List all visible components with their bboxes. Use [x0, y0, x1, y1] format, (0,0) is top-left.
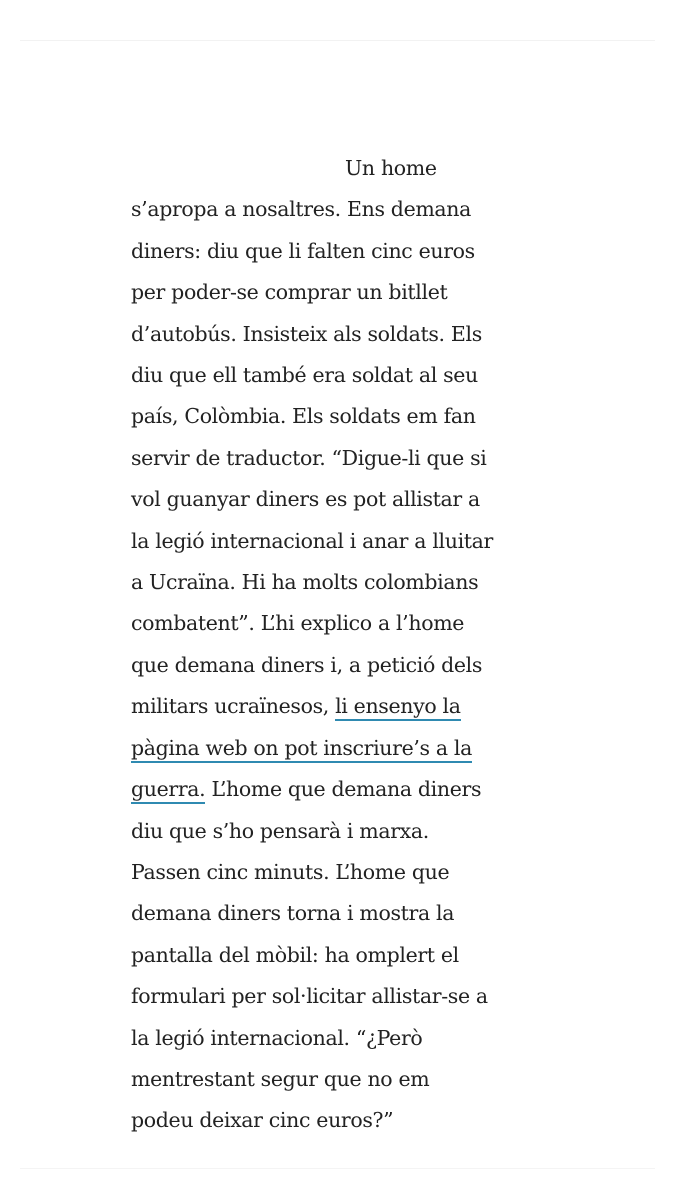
paragraph-line: vol guanyar diners es pot allistar a: [131, 487, 480, 512]
paragraph-line: [131, 769, 551, 810]
paragraph-line: diu que ell també era soldat al seu: [131, 363, 478, 388]
inline-link-part[interactable]: pàgina web on pot inscriure’s a la: [131, 736, 472, 763]
paragraph-line: podeu deixar cinc euros?”: [131, 1108, 394, 1133]
paragraph-line: la legió internacional i anar a lluitar: [131, 528, 494, 553]
paragraph-line: país, Colòmbia. Els soldats em fan: [131, 404, 476, 429]
paragraph-line: formulari per sol·licitar allistar-se a: [131, 984, 488, 1009]
paragraph-line: combatent”. L’hi explico a l’home: [131, 611, 465, 636]
article-body: [131, 148, 551, 1142]
text-segment: L’home que demana diners: [205, 777, 482, 802]
bottom-divider: [20, 1168, 655, 1169]
paragraph-line: [131, 728, 551, 769]
paragraph-line: Un home: [345, 156, 437, 180]
paragraph-line: [131, 686, 551, 727]
paragraph-line: per poder-se comprar un bitllet: [131, 280, 448, 305]
paragraph-line: diu que s’ho pensarà i marxa.: [131, 818, 429, 843]
inline-link-part[interactable]: li ensenyo la: [335, 694, 461, 721]
paragraph-line: d’autobús. Insisteix als soldats. Els: [131, 321, 482, 346]
paragraph-line: a Ucraïna. Hi ha molts colombians: [131, 570, 479, 595]
paragraph-line: que demana diners i, a petició dels: [131, 652, 483, 677]
paragraph-line: la legió internacional. “¿Però: [131, 1025, 423, 1050]
paragraph-line: s’apropa a nosaltres. Ens demana: [131, 197, 472, 222]
top-divider: [20, 40, 655, 41]
paragraph-line: diners: diu que li falten cinc euros: [131, 238, 475, 263]
inline-link-part[interactable]: guerra.: [131, 777, 205, 804]
paragraph-line: servir de traductor. “Digue-li que si: [131, 445, 487, 470]
paragraph-line: mentrestant segur que no em: [131, 1066, 430, 1091]
paragraph-line: demana diners torna i mostra la: [131, 901, 455, 926]
paragraph-line: pantalla del mòbil: ha omplert el: [131, 942, 459, 967]
text-segment: militars ucraïnesos,: [131, 694, 336, 719]
paragraph-line: Passen cinc minuts. L’home que: [131, 859, 450, 884]
